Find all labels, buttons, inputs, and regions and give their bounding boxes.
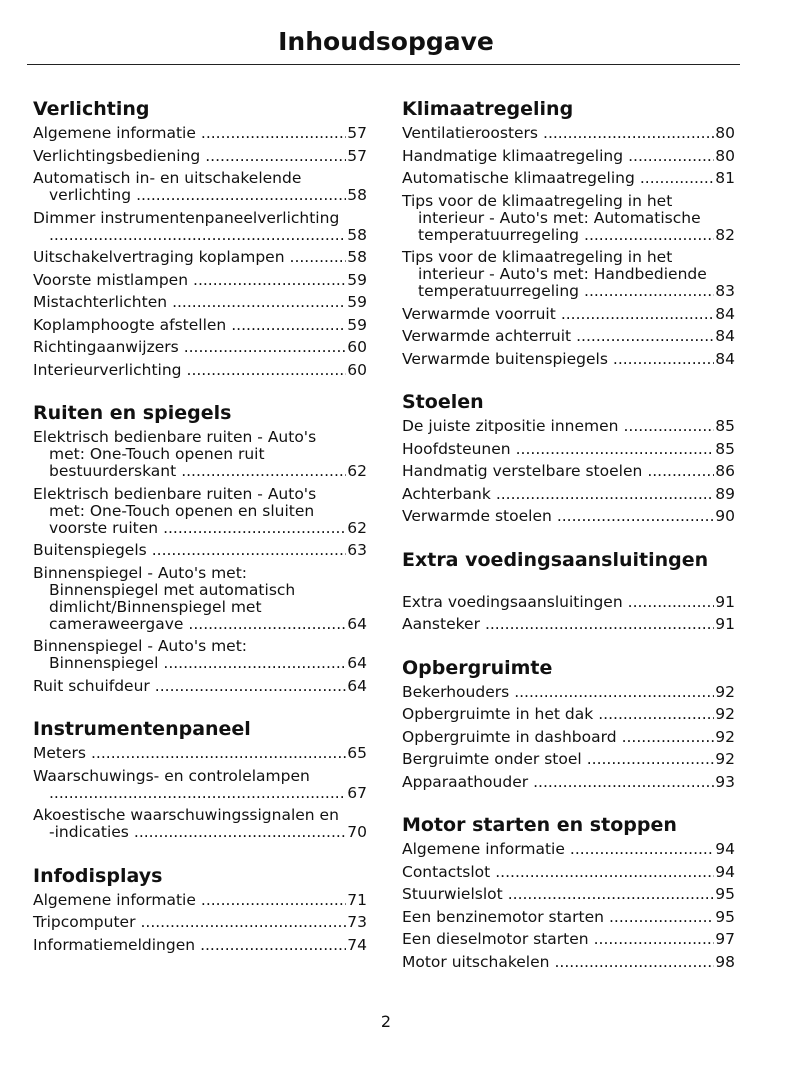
toc-entry[interactable]: [33, 768, 367, 808]
toc-entry-leader-row: [402, 729, 735, 746]
toc-entry-leader-row: [33, 339, 367, 356]
toc-section-motor-starten-en-stoppen: [402, 813, 735, 976]
toc-entry-title: Handmatig verstelbare stoelen: [402, 462, 643, 480]
toc-entry-page-number: 89: [715, 484, 735, 503]
toc-entry-page-number: 93: [715, 772, 735, 791]
dot-leader: [576, 328, 714, 345]
dot-leader: [557, 508, 714, 525]
toc-entry-title: Een dieselmotor starten: [402, 930, 589, 948]
toc-entry-leader-row: [33, 249, 367, 266]
dot-leader: [155, 678, 346, 695]
dot-leader: [514, 684, 714, 701]
toc-entry-title: De juiste zitpositie innemen: [402, 417, 619, 435]
toc-entry-list: [33, 429, 367, 700]
toc-entry-page-number: 57: [347, 146, 367, 165]
dot-leader: [134, 824, 346, 841]
toc-entry-leader-row: [402, 125, 735, 142]
toc-entry-title: Waarschuwings- en controlelampen: [33, 766, 310, 785]
toc-entry-page-number: 58: [347, 225, 367, 244]
toc-entry-page-number: 85: [715, 417, 735, 435]
toc-entry[interactable]: [402, 306, 735, 329]
dot-leader: [496, 486, 714, 503]
toc-entry[interactable]: [33, 362, 367, 385]
toc-entry-page-number: 97: [715, 930, 735, 948]
toc-entry-title: Verwarmde voorruit: [402, 304, 556, 323]
toc-entry-title: Akoestische waarschuwingssignalen en: [33, 806, 339, 824]
toc-entry-page-number: 95: [715, 885, 735, 903]
toc-entry[interactable]: [33, 170, 367, 210]
dot-leader: [584, 227, 714, 244]
toc-entry[interactable]: [33, 249, 367, 272]
toc-entry-title: Algemene informatie: [402, 840, 565, 858]
toc-entry-leader-row: [402, 774, 735, 791]
toc-entry-leader-row: [402, 684, 735, 701]
toc-entry-title: Informatiemeldingen: [33, 935, 196, 954]
toc-entry[interactable]: [402, 706, 735, 729]
toc-entry[interactable]: [33, 339, 367, 362]
dot-leader: [622, 729, 715, 746]
toc-entry-list: [402, 684, 735, 797]
toc-entry-title: Ruit schuifdeur: [33, 676, 150, 695]
toc-entry-leader-row: [33, 937, 367, 954]
dot-leader: [613, 351, 714, 368]
toc-entry[interactable]: [402, 864, 735, 887]
dot-leader: [136, 187, 346, 204]
toc-entry-page-number: 58: [347, 186, 367, 204]
toc-entry-page-number: 64: [347, 654, 367, 672]
dot-leader: [570, 841, 714, 858]
toc-entry-title: Dimmer instrumentenpaneelverlichting: [33, 208, 340, 227]
toc-entry-page-number: 59: [347, 293, 367, 311]
dot-leader: [49, 227, 346, 244]
toc-entry-title: Motor uitschakelen: [402, 952, 550, 971]
toc-entry-leader-row: [33, 187, 367, 204]
toc-entry[interactable]: [33, 294, 367, 317]
toc-entry[interactable]: [402, 328, 735, 351]
toc-entry-page-number: 64: [347, 676, 367, 695]
toc-entry[interactable]: [402, 774, 735, 797]
toc-entry-title: Opbergruimte in dashboard: [402, 727, 617, 746]
toc-entry-leader-row: [33, 785, 367, 802]
toc-entry[interactable]: [33, 892, 367, 915]
toc-entry[interactable]: [402, 841, 735, 864]
toc-entry[interactable]: [402, 616, 735, 639]
toc-entry-title: Voorste mistlampen: [33, 270, 189, 289]
toc-entry-title: Verwarmde stoelen: [402, 507, 552, 525]
toc-section-verlichting: [33, 97, 367, 384]
toc-entry-title: Opbergruimte in het dak: [402, 705, 594, 723]
toc-entry-leader-row: [33, 520, 367, 537]
toc-entry-page-number: 92: [715, 727, 735, 746]
toc-entry-title: Richtingaanwijzers: [33, 338, 179, 356]
toc-entry-leader-row: [402, 931, 735, 948]
toc-entry[interactable]: [402, 751, 735, 774]
toc-section-extra-voedingsaansluitingen: [402, 548, 735, 639]
toc-entry-page-number: 98: [715, 952, 735, 971]
toc-entry-title: Hoofdsteunen: [402, 439, 511, 458]
page-number: 2: [380, 1012, 392, 1031]
toc-entry-leader-row: [33, 294, 367, 311]
toc-entry-leader-row: [402, 751, 735, 768]
toc-entry-title: Binnenspiegel: [49, 654, 159, 672]
toc-entry-title: Algemene informatie: [33, 124, 196, 142]
dot-leader: [201, 125, 346, 142]
toc-entry-title: Tips voor de klimaatregeling in het: [402, 248, 673, 266]
toc-entry-leader-row: [33, 362, 367, 379]
section-heading: Ruiten en spiegels: [33, 402, 232, 424]
toc-entry[interactable]: [402, 486, 735, 509]
toc-entry[interactable]: [33, 210, 367, 250]
toc-entry-leader-row: [402, 306, 735, 323]
toc-entry-page-number: 74: [347, 935, 367, 954]
toc-entry-leader-row: [402, 351, 735, 368]
dot-leader: [201, 892, 346, 909]
toc-entry-title: temperatuurregeling: [418, 282, 580, 300]
toc-entry-leader-row: [402, 841, 735, 858]
toc-entry[interactable]: [402, 170, 735, 193]
dot-leader: [91, 745, 346, 762]
dot-leader: [587, 751, 715, 768]
toc-entry-leader-row: [402, 283, 735, 300]
toc-entry-title: Bergruimte onder stoel: [402, 750, 582, 768]
toc-entry[interactable]: [33, 429, 367, 486]
toc-entry-leader-row: [33, 317, 367, 334]
toc-entry-leader-row: [402, 864, 735, 881]
section-heading: Motor starten en stoppen: [402, 814, 677, 836]
toc-section-stoelen: [402, 390, 735, 531]
dot-leader: [163, 655, 346, 672]
toc-entry-page-number: 84: [715, 349, 735, 368]
toc-entry[interactable]: [33, 565, 367, 639]
section-heading: Klimaatregeling: [402, 98, 574, 120]
title-divider: [27, 64, 740, 65]
toc-entry[interactable]: [402, 954, 735, 977]
toc-entry-leader-row: [402, 328, 735, 345]
toc-entry-title: Achterbank: [402, 484, 491, 503]
toc-entry[interactable]: [33, 486, 367, 543]
toc-entry-title: Meters: [33, 744, 86, 762]
dot-leader: [508, 886, 715, 903]
toc-entry-title: Binnenspiegel - Auto's met:: [33, 637, 248, 655]
toc-entry-page-number: 67: [347, 783, 367, 802]
section-heading: Infodisplays: [33, 864, 163, 887]
toc-entry-list: [402, 418, 735, 531]
toc-entry-title: cameraweergave: [49, 614, 184, 633]
toc-entry-page-number: 62: [347, 462, 367, 480]
toc-section-opbergruimte: [402, 656, 735, 797]
dot-leader: [628, 148, 714, 165]
toc-entry-page-number: 84: [715, 304, 735, 323]
toc-entry[interactable]: [402, 463, 735, 486]
toc-entry-title: Elektrisch bedienbare ruiten - Auto's: [33, 428, 317, 446]
toc-section-ruiten-en-spiegels: [33, 401, 367, 700]
toc-entry-leader-row: [33, 148, 367, 165]
dot-leader: [152, 542, 347, 559]
toc-entry-title: dimlicht/Binnenspiegel met: [49, 597, 262, 616]
toc-entry-leader-row: [402, 170, 735, 187]
toc-entry-title: voorste ruiten: [49, 518, 159, 537]
dot-leader: [193, 272, 346, 289]
toc-entry[interactable]: [33, 638, 367, 678]
toc-entry[interactable]: [402, 418, 735, 441]
dot-leader: [647, 463, 714, 480]
toc-entry-leader-row: [402, 148, 735, 165]
section-heading: Verlichting: [33, 98, 150, 120]
toc-entry-title: Automatisch in- en uitschakelende: [33, 169, 302, 187]
toc-entry-title: Tripcomputer: [33, 913, 136, 931]
toc-entry-title: Bekerhouders: [402, 682, 510, 701]
toc-entry-page-number: 92: [715, 750, 735, 768]
toc-entry[interactable]: [402, 594, 735, 617]
toc-entry-leader-row: [33, 616, 367, 633]
toc-entry-title: Aansteker: [402, 615, 480, 633]
dot-leader: [533, 774, 714, 791]
toc-entry[interactable]: [33, 125, 367, 148]
toc-entry-page-number: 91: [715, 615, 735, 633]
toc-entry[interactable]: [33, 678, 367, 701]
toc-entry-title: met: One-Touch openen en sluiten: [49, 501, 315, 520]
toc-entry-page-number: 59: [347, 315, 367, 334]
toc-section-instrumentenpaneel: [33, 717, 367, 847]
toc-entry-title: Tips voor de klimaatregeling in het: [402, 191, 673, 210]
section-heading: Stoelen: [402, 391, 484, 413]
toc-entry-title: Uitschakelvertraging koplampen: [33, 248, 285, 266]
toc-entry-list: [33, 125, 367, 384]
toc-entry[interactable]: [33, 937, 367, 960]
toc-entry-leader-row: [33, 824, 367, 841]
toc-entry-page-number: 57: [347, 124, 367, 142]
toc-entry-title: Elektrisch bedienbare ruiten - Auto's: [33, 484, 317, 503]
toc-entry-title: -indicaties: [49, 823, 129, 841]
toc-entry-leader-row: [402, 418, 735, 435]
dot-leader: [584, 283, 714, 300]
toc-entry-leader-row: [402, 706, 735, 723]
toc-entry-list: [402, 841, 735, 976]
toc-entry[interactable]: [402, 508, 735, 531]
section-heading: Instrumentenpaneel: [33, 718, 251, 740]
toc-entry-leader-row: [402, 886, 735, 903]
toc-entry[interactable]: [402, 125, 735, 148]
dot-leader: [628, 594, 715, 611]
toc-entry[interactable]: [402, 193, 735, 250]
toc-entry-page-number: 58: [347, 248, 367, 266]
toc-entry-title: Een benzinemotor starten: [402, 907, 604, 926]
toc-entry-page-number: 82: [715, 225, 735, 244]
toc-entry[interactable]: [33, 745, 367, 768]
toc-entry-page-number: 83: [715, 282, 735, 300]
toc-entry-page-number: 59: [347, 270, 367, 289]
toc-entry[interactable]: [402, 441, 735, 464]
toc-entry[interactable]: [402, 249, 735, 306]
toc-entry-title: Stuurwielslot: [402, 885, 503, 903]
toc-entry-leader-row: [402, 616, 735, 633]
toc-entry[interactable]: [33, 148, 367, 171]
dot-leader: [609, 909, 714, 926]
toc-entry-page-number: 63: [347, 541, 367, 559]
toc-entry-title: bestuurderskant: [49, 462, 177, 480]
toc-entry[interactable]: [402, 909, 735, 932]
toc-entry-title: Extra voedingsaansluitingen: [402, 592, 623, 611]
toc-entry-title: temperatuurregeling: [418, 225, 580, 244]
dot-leader: [181, 463, 346, 480]
toc-entry-page-number: 80: [715, 124, 735, 142]
toc-entry[interactable]: [402, 931, 735, 954]
dot-leader: [49, 785, 346, 802]
toc-entry-page-number: 94: [715, 840, 735, 858]
toc-entry-leader-row: [33, 914, 367, 931]
toc-entry[interactable]: [402, 351, 735, 374]
toc-entry-leader-row: [402, 463, 735, 480]
toc-entry-leader-row: [402, 486, 735, 503]
dot-leader: [200, 937, 346, 954]
toc-entry-page-number: 86: [715, 462, 735, 480]
toc-entry-leader-row: [33, 125, 367, 142]
section-heading: Opbergruimte: [402, 656, 553, 679]
toc-entry-leader-row: [33, 463, 367, 480]
toc-entry[interactable]: [402, 684, 735, 707]
dot-leader: [623, 418, 714, 435]
dot-leader: [290, 249, 347, 266]
toc-entry-leader-row: [33, 272, 367, 289]
toc-entry[interactable]: [33, 807, 367, 847]
toc-entry-leader-row: [402, 508, 735, 525]
toc-entry-title: met: One-Touch openen ruit: [49, 445, 265, 463]
dot-leader: [172, 294, 346, 311]
toc-section-klimaatregeling: [402, 97, 735, 373]
page-title: Inhoudsopgave: [278, 27, 494, 56]
section-heading: Extra voedingsaansluitingen: [402, 548, 709, 571]
toc-entry[interactable]: [33, 542, 367, 565]
toc-entry-leader-row: [33, 745, 367, 762]
toc-entry-leader-row: [402, 909, 735, 926]
toc-entry-list: [402, 125, 735, 373]
toc-entry-page-number: 92: [715, 705, 735, 723]
dot-leader: [187, 362, 347, 379]
dot-leader: [205, 148, 346, 165]
toc-entry-title: Handmatige klimaatregeling: [402, 146, 624, 165]
toc-entry-leader-row: [33, 227, 367, 244]
toc-entry[interactable]: [402, 886, 735, 909]
toc-entry[interactable]: [33, 272, 367, 295]
toc-entry-page-number: 92: [715, 682, 735, 701]
toc-entry-page-number: 65: [347, 744, 367, 762]
toc-entry-page-number: 64: [347, 614, 367, 633]
toc-entry-page-number: 90: [715, 507, 735, 525]
toc-entry-page-number: 71: [347, 890, 367, 909]
toc-entry-leader-row: [33, 678, 367, 695]
toc-entry-leader-row: [33, 655, 367, 672]
toc-entry-title: Algemene informatie: [33, 890, 196, 909]
toc-entry[interactable]: [33, 914, 367, 937]
toc-entry-title: Apparaathouder: [402, 772, 529, 791]
toc-entry-page-number: 60: [347, 338, 367, 356]
toc-right-column: [402, 97, 735, 993]
toc-entry-leader-row: [402, 227, 735, 244]
toc-entry[interactable]: [402, 148, 735, 171]
dot-leader: [543, 125, 714, 142]
toc-entry-page-number: 62: [347, 518, 367, 537]
toc-entry-title: interieur - Auto's met: Handbediende: [418, 265, 707, 283]
toc-entry-title: interieur - Auto's met: Automatische: [418, 208, 701, 227]
toc-section-infodisplays: [33, 864, 367, 960]
toc-entry-page-number: 95: [715, 907, 735, 926]
dot-leader: [594, 931, 715, 948]
toc-entry-title: Binnenspiegel met automatisch: [49, 580, 296, 599]
dot-leader: [561, 306, 714, 323]
dot-leader: [485, 616, 714, 633]
toc-entry-page-number: 91: [715, 592, 735, 611]
dot-leader: [598, 706, 714, 723]
dot-leader: [188, 616, 346, 633]
dot-leader: [231, 317, 346, 334]
dot-leader: [640, 170, 714, 187]
toc-entry-leader-row: [33, 542, 367, 559]
toc-entry-title: Contactslot: [402, 862, 491, 881]
dot-leader: [554, 954, 714, 971]
toc-entry-page-number: 60: [347, 360, 367, 379]
toc-entry-page-number: 80: [715, 146, 735, 165]
toc-entry[interactable]: [33, 317, 367, 340]
toc-entry-page-number: 85: [715, 439, 735, 458]
toc-entry-title: Interieurverlichting: [33, 360, 182, 379]
toc-entry-title: Verlichtingsbediening: [33, 146, 201, 165]
toc-entry-title: Verwarmde achterruit: [402, 327, 572, 345]
toc-entry-leader-row: [402, 441, 735, 458]
toc-entry-leader-row: [402, 594, 735, 611]
toc-entry-title: Binnenspiegel - Auto's met:: [33, 563, 248, 582]
dot-leader: [163, 520, 346, 537]
toc-entry-page-number: 70: [347, 823, 367, 841]
toc-entry-page-number: 94: [715, 862, 735, 881]
toc-entry-list: [33, 892, 367, 960]
toc-entry-title: Mistachterlichten: [33, 293, 168, 311]
toc-entry-leader-row: [402, 954, 735, 971]
toc-entry-page-number: 81: [715, 169, 735, 187]
toc-entry-title: Koplamphoogte afstellen: [33, 315, 227, 334]
dot-leader: [184, 339, 347, 356]
dot-leader: [140, 914, 346, 931]
toc-entry-list: [33, 745, 367, 847]
dot-leader: [516, 441, 715, 458]
toc-entry-title: Verwarmde buitenspiegels: [402, 349, 608, 368]
toc-entry-title: Ventilatieroosters: [402, 124, 539, 142]
toc-entry-title: Buitenspiegels: [33, 541, 147, 559]
toc-entry-title: verlichting: [49, 186, 132, 204]
toc-entry-leader-row: [33, 892, 367, 909]
toc-left-column: [33, 97, 367, 976]
toc-entry-title: Automatische klimaatregeling: [402, 169, 635, 187]
dot-leader: [495, 864, 714, 881]
toc-entry-list: [402, 594, 735, 639]
toc-entry[interactable]: [402, 729, 735, 752]
toc-entry-page-number: 84: [715, 327, 735, 345]
toc-entry-page-number: 73: [347, 913, 367, 931]
